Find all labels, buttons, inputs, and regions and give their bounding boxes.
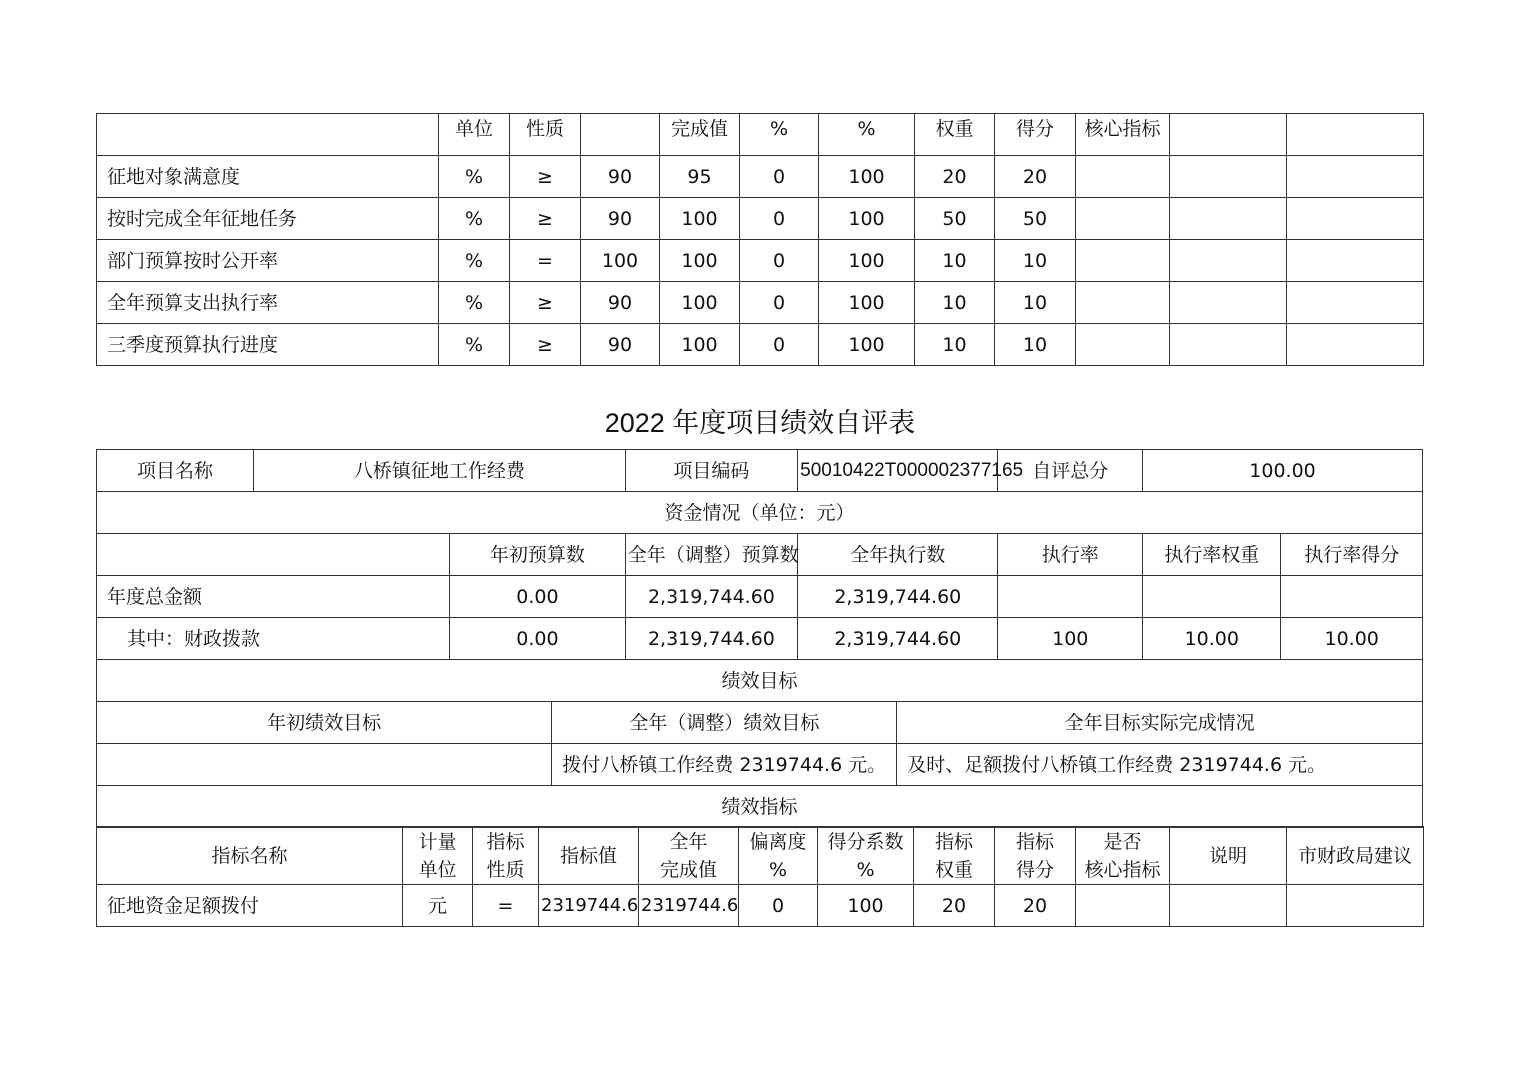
table-cell: 10: [915, 240, 995, 282]
header-cell: [581, 114, 660, 156]
table-cell: 10: [915, 324, 995, 366]
goals-value-row: [97, 744, 1423, 786]
goals-section-title: 绩效目标: [97, 660, 1423, 702]
table-cell: 100: [819, 240, 915, 282]
header-cell: 说明: [1170, 827, 1287, 885]
table-cell: [1076, 156, 1170, 198]
table-cell: 10: [915, 282, 995, 324]
table-cell: 10: [995, 324, 1076, 366]
table-cell: ≥: [510, 156, 581, 198]
funds-row: [97, 576, 1423, 618]
table-cell: [998, 576, 1143, 618]
table-cell: [1287, 240, 1424, 282]
table-cell: 2,319,744.60: [798, 618, 998, 660]
table-cell: 100: [998, 618, 1143, 660]
header-cell: 指标 权重: [914, 827, 995, 885]
project-code-value: 50010422T000002377165: [798, 450, 998, 492]
indicators-header-row: [97, 827, 1424, 885]
table-cell: [1076, 240, 1170, 282]
header-cell: 权重: [915, 114, 995, 156]
funds-row-label: 其中：财政拨款: [97, 618, 450, 660]
table-cell: 0: [740, 324, 819, 366]
header-cell: %: [740, 114, 819, 156]
project-name-value: 八桥镇征地工作经费: [253, 450, 625, 492]
indicators-section-title: 绩效指标: [97, 786, 1423, 828]
table-cell: 2,319,744.60: [625, 618, 797, 660]
indicators-table: [96, 826, 1424, 927]
header-cell: 得分系数 %: [818, 827, 914, 885]
table-cell: ≥: [510, 198, 581, 240]
header-cell: 偏离度 %: [739, 827, 818, 885]
table-cell: [1287, 885, 1424, 927]
table-cell: 100: [819, 324, 915, 366]
header-cell: 单位: [439, 114, 510, 156]
indicator-name: 全年预算支出执行率: [97, 282, 439, 324]
table-cell: 0.00: [450, 576, 626, 618]
header-cell: 全年（调整）预算数: [625, 534, 797, 576]
project-info-row: [97, 450, 1423, 492]
table-cell: 90: [581, 156, 660, 198]
project-code-label: 项目编码: [625, 450, 797, 492]
table-cell: 2319744.6: [639, 885, 739, 927]
table-cell: [1076, 282, 1170, 324]
header-cell: [1170, 114, 1287, 156]
table-cell: 100: [819, 282, 915, 324]
section-row: [97, 660, 1423, 702]
table-cell: [1287, 198, 1424, 240]
table-cell: 2,319,744.60: [798, 576, 998, 618]
table-cell: 20: [915, 156, 995, 198]
table-cell: [1170, 240, 1287, 282]
indicator-name: 征地对象满意度: [97, 156, 439, 198]
table-cell: %: [439, 282, 510, 324]
header-cell: 得分: [995, 114, 1076, 156]
table-cell: 10.00: [1143, 618, 1281, 660]
header-cell: 核心指标: [1076, 114, 1170, 156]
funds-header-row: [97, 534, 1423, 576]
header-cell: [97, 534, 450, 576]
header-cell: 是否 核心指标: [1076, 827, 1170, 885]
indicator-name: 征地资金足额拨付: [97, 885, 403, 927]
header-cell: 全年执行数: [798, 534, 998, 576]
table-header-row: [97, 114, 1424, 156]
header-cell: [97, 114, 439, 156]
goal-actual: 及时、足额拨付八桥镇工作经费 2319744.6 元。: [897, 744, 1423, 786]
header-cell: 指标名称: [97, 827, 403, 885]
header-cell: 性质: [510, 114, 581, 156]
table-cell: 100: [660, 240, 740, 282]
header-cell: 执行率: [998, 534, 1143, 576]
goal-initial: [97, 744, 552, 786]
indicator-name: 三季度预算执行进度: [97, 324, 439, 366]
funds-row: [97, 618, 1423, 660]
table-cell: 90: [581, 324, 660, 366]
table-cell: [1076, 885, 1170, 927]
header-cell: [1287, 114, 1424, 156]
table-cell: [1170, 282, 1287, 324]
table-cell: 100: [819, 198, 915, 240]
table-cell: [1281, 576, 1423, 618]
score-label: 自评总分: [998, 450, 1143, 492]
table-row: [97, 240, 1424, 282]
table-row: [97, 198, 1424, 240]
table-cell: 100: [660, 282, 740, 324]
table-cell: 20: [995, 156, 1076, 198]
table-cell: 100: [819, 156, 915, 198]
table-cell: =: [510, 240, 581, 282]
table-cell: =: [473, 885, 539, 927]
table-cell: 0: [740, 282, 819, 324]
table-cell: [1287, 324, 1424, 366]
header-cell: 执行率权重: [1143, 534, 1281, 576]
table-cell: [1143, 576, 1281, 618]
table-cell: 10: [995, 240, 1076, 282]
table-row: [97, 885, 1424, 927]
table-cell: [1170, 885, 1287, 927]
table-cell: 100: [818, 885, 914, 927]
indicator-table-continued: [96, 113, 1424, 366]
goals-header-row: [97, 702, 1423, 744]
header-cell: 年初绩效目标: [97, 702, 552, 744]
table-cell: [1076, 198, 1170, 240]
table-cell: 20: [914, 885, 995, 927]
funds-row-label: 年度总金额: [97, 576, 450, 618]
header-cell: 指标值: [539, 827, 639, 885]
table-cell: 10: [995, 282, 1076, 324]
table-cell: 0: [740, 240, 819, 282]
table-row: [97, 156, 1424, 198]
indicator-name: 部门预算按时公开率: [97, 240, 439, 282]
table-cell: 10.00: [1281, 618, 1423, 660]
section-row: [97, 492, 1423, 534]
table-cell: [1170, 198, 1287, 240]
table-cell: 2,319,744.60: [625, 576, 797, 618]
table-cell: 0: [740, 198, 819, 240]
table-cell: 50: [915, 198, 995, 240]
table-cell: [1287, 156, 1424, 198]
table-cell: %: [439, 198, 510, 240]
table-cell: 50: [995, 198, 1076, 240]
table-cell: 90: [581, 282, 660, 324]
table-row: [97, 282, 1424, 324]
table-cell: 0: [739, 885, 818, 927]
goal-adjusted: 拨付八桥镇工作经费 2319744.6 元。: [552, 744, 897, 786]
score-value: 100.00: [1143, 450, 1423, 492]
table-cell: 2319744.6: [539, 885, 639, 927]
header-cell: 市财政局建议: [1287, 827, 1424, 885]
header-cell: 指标 得分: [995, 827, 1076, 885]
table-cell: %: [439, 324, 510, 366]
table-cell: %: [439, 240, 510, 282]
funds-section-title: 资金情况（单位：元）: [97, 492, 1423, 534]
table-cell: %: [439, 156, 510, 198]
table-cell: 90: [581, 198, 660, 240]
indicator-name: 按时完成全年征地任务: [97, 198, 439, 240]
table-cell: 0: [740, 156, 819, 198]
header-cell: 全年 完成值: [639, 827, 739, 885]
header-cell: 指标 性质: [473, 827, 539, 885]
table-cell: [1170, 156, 1287, 198]
header-cell: 执行率得分: [1281, 534, 1423, 576]
header-cell: %: [819, 114, 915, 156]
project-name-label: 项目名称: [97, 450, 254, 492]
header-cell: 年初预算数: [450, 534, 626, 576]
page-title: 2022 年度项目绩效自评表: [604, 408, 916, 438]
table-cell: 元: [403, 885, 473, 927]
table-cell: ≥: [510, 282, 581, 324]
table-cell: 95: [660, 156, 740, 198]
table-cell: [1076, 324, 1170, 366]
table-cell: 0.00: [450, 618, 626, 660]
table-cell: ≥: [510, 324, 581, 366]
header-cell: 全年（调整）绩效目标: [552, 702, 897, 744]
table-cell: 100: [660, 198, 740, 240]
table-cell: [1287, 282, 1424, 324]
header-cell: 计量 单位: [403, 827, 473, 885]
section-row: [97, 786, 1423, 828]
table-cell: 100: [660, 324, 740, 366]
table-cell: 100: [581, 240, 660, 282]
self-evaluation-table: [96, 449, 1423, 828]
table-cell: [1170, 324, 1287, 366]
header-cell: 全年目标实际完成情况: [897, 702, 1423, 744]
table-row: [97, 324, 1424, 366]
header-cell: 完成值: [660, 114, 740, 156]
table-cell: 20: [995, 885, 1076, 927]
